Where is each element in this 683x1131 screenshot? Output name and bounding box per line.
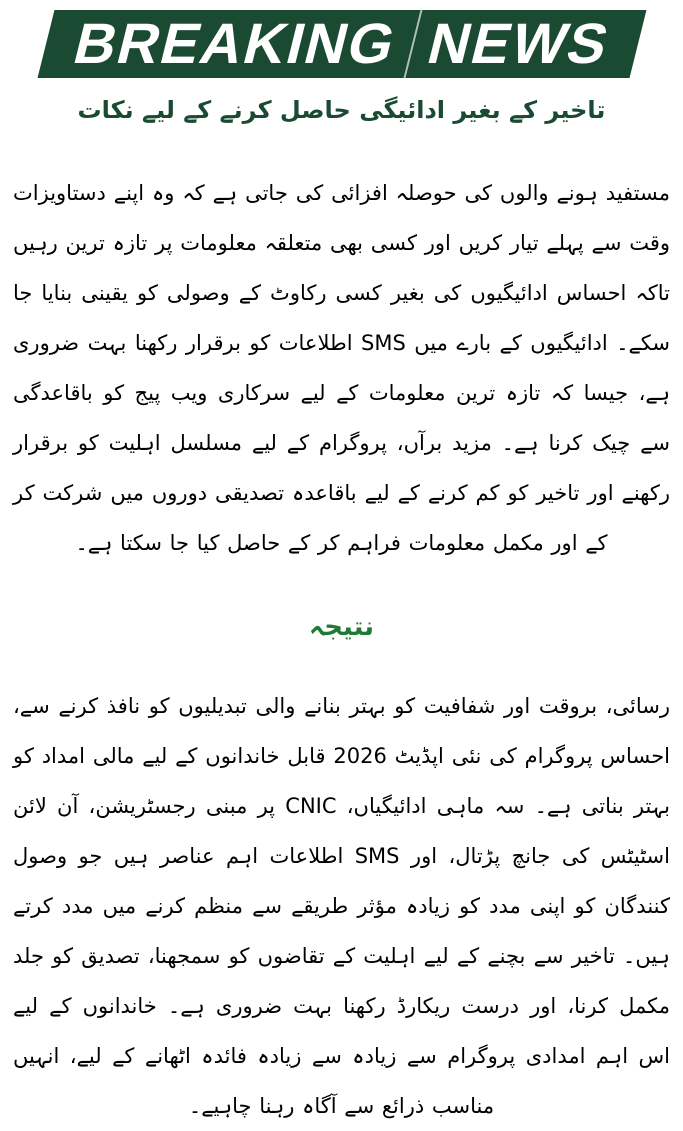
conclusion-heading: نتیجہ	[309, 612, 374, 642]
article-paragraph-1: مستفید ہونے والوں کی حوصلہ افزائی کی جاتی ہے کہ وہ اپنے دستاویزات وقت سے پہلے تیار کریں اور کسی بھی متعلقہ معلومات پر تازہ ترین رہیں تاکہ احساس ادائیگیوں کی بغیر کسی رکاوٹ کے وصولی کو یقینی بنایا جا سکے۔ ادائیگیوں کے بارے میں SMS اطلاعات کو برقرار رکھنا بہت ضروری ہے، جیسا کہ تازہ ترین معلومات کے لیے سرکاری ویب پیج کو باقاعدگی سے چیک کرنا ہے۔ مزید برآں، پروگرام کے لیے مسلسل اہلیت کو برقرار رکھنے اور تاخیر کو کم کرنے کے لیے باقاعدہ تصدیقی دوروں میں شرکت کر کے اور مکمل معلومات فراہم کر کے حاصل کیا جا سکتا ہے۔	[13, 181, 671, 555]
breaking-news-banner	[37, 10, 646, 78]
news-graphic-page	[0, 10, 683, 1119]
article-headline: تاخیر کے بغیر ادائیگی حاصل کرنے کے لیے نکات	[77, 96, 606, 124]
article-paragraph-2: رسائی، بروقت اور شفافیت کو بہتر بنانے والی تبدیلیوں کو نافذ کرنے سے، احساس پروگرام کی نئی اپڈیٹ 2026 قابل خاندانوں کے لیے مالی امداد کو بہتر بناتی ہے۔ سہ ماہی ادائیگیاں، CNIC پر مبنی رجسٹریشن، آن لائن اسٹیٹس کی جانچ پڑتال، اور SMS اطلاعات اہم عناصر ہیں جو وصول کنندگان کو اپنی مدد کو زیادہ مؤثر طریقے سے منظم کرنے میں مدد کرتے ہیں۔ تاخیر سے بچنے کے لیے اہلیت کے تقاضوں کو سمجھنا، تصدیق کو جلد مکمل کرنا، اور درست ریکارڈ رکھنا بہت ضروری ہے۔ خاندانوں کے لیے اس اہم امدادی پروگرام سے زیادہ سے زیادہ فائدہ اٹھانے کے لیے، انہیں مناسب ذرائع سے آگاہ رہنا چاہیے۔	[13, 694, 671, 1119]
banner-slash-divider	[403, 10, 422, 78]
banner-word-breaking: BREAKING	[67, 11, 404, 76]
banner-word-news: NEWS	[421, 11, 617, 76]
